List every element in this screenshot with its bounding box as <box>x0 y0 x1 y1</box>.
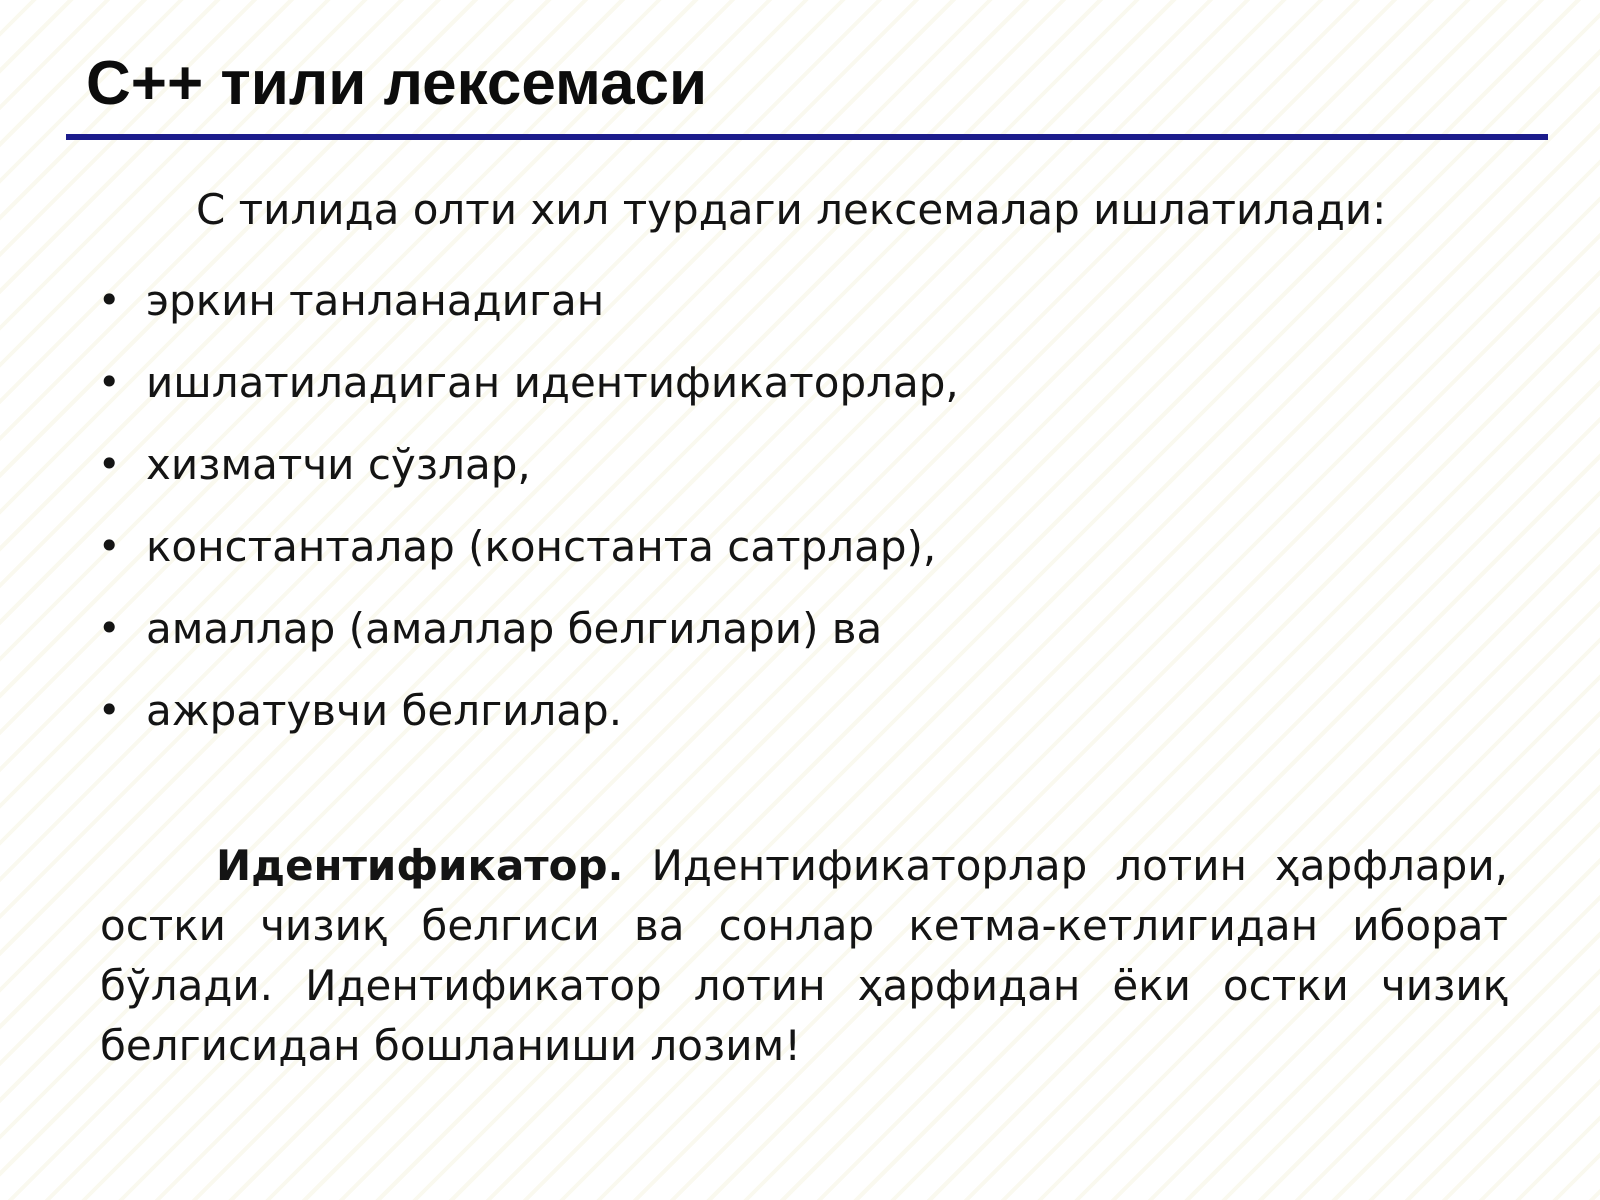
slide-title: C++ тили лексемаси <box>86 49 708 118</box>
list-item <box>98 587 959 669</box>
list-item <box>98 259 959 341</box>
list-item <box>98 505 959 587</box>
list-item-text: эркин танланадиган <box>146 275 605 325</box>
paragraph-term: Идентификатор. <box>216 841 624 890</box>
identifier-paragraph <box>100 836 1508 1076</box>
bullet-icon: • <box>98 524 121 568</box>
title-underline <box>66 134 1548 140</box>
bullet-icon: • <box>98 278 121 322</box>
list-item <box>98 669 959 751</box>
list-item <box>98 341 959 423</box>
bullet-icon: • <box>98 442 121 486</box>
list-item-text: хизматчи сўзлар, <box>146 439 531 489</box>
bullet-icon: • <box>98 360 121 404</box>
paragraph-text: Идентификаторлар лотин ҳарфлари, остки чизиқ белгиси ва сонлар кетма-кетлигидан иборат бўлади. Идентификатор лотин ҳарфидан ёки остки чизиқ белгисидан бошланиши лозим! <box>100 841 1508 1070</box>
list-item-text: ажратувчи белгилар. <box>146 685 623 735</box>
list-item-text: константалар (константа сатрлар), <box>146 521 937 571</box>
bullet-icon: • <box>98 606 121 650</box>
list-item-text: амаллар (амаллар белгилари) ва <box>146 603 883 653</box>
intro-text: С тилида олти хил турдаги лексемалар ишлатилади: <box>196 185 1387 234</box>
list-item <box>98 423 959 505</box>
lexeme-list <box>98 259 959 751</box>
list-item-text: ишлатиладиган идентификаторлар, <box>146 357 959 407</box>
bullet-icon: • <box>98 688 121 732</box>
